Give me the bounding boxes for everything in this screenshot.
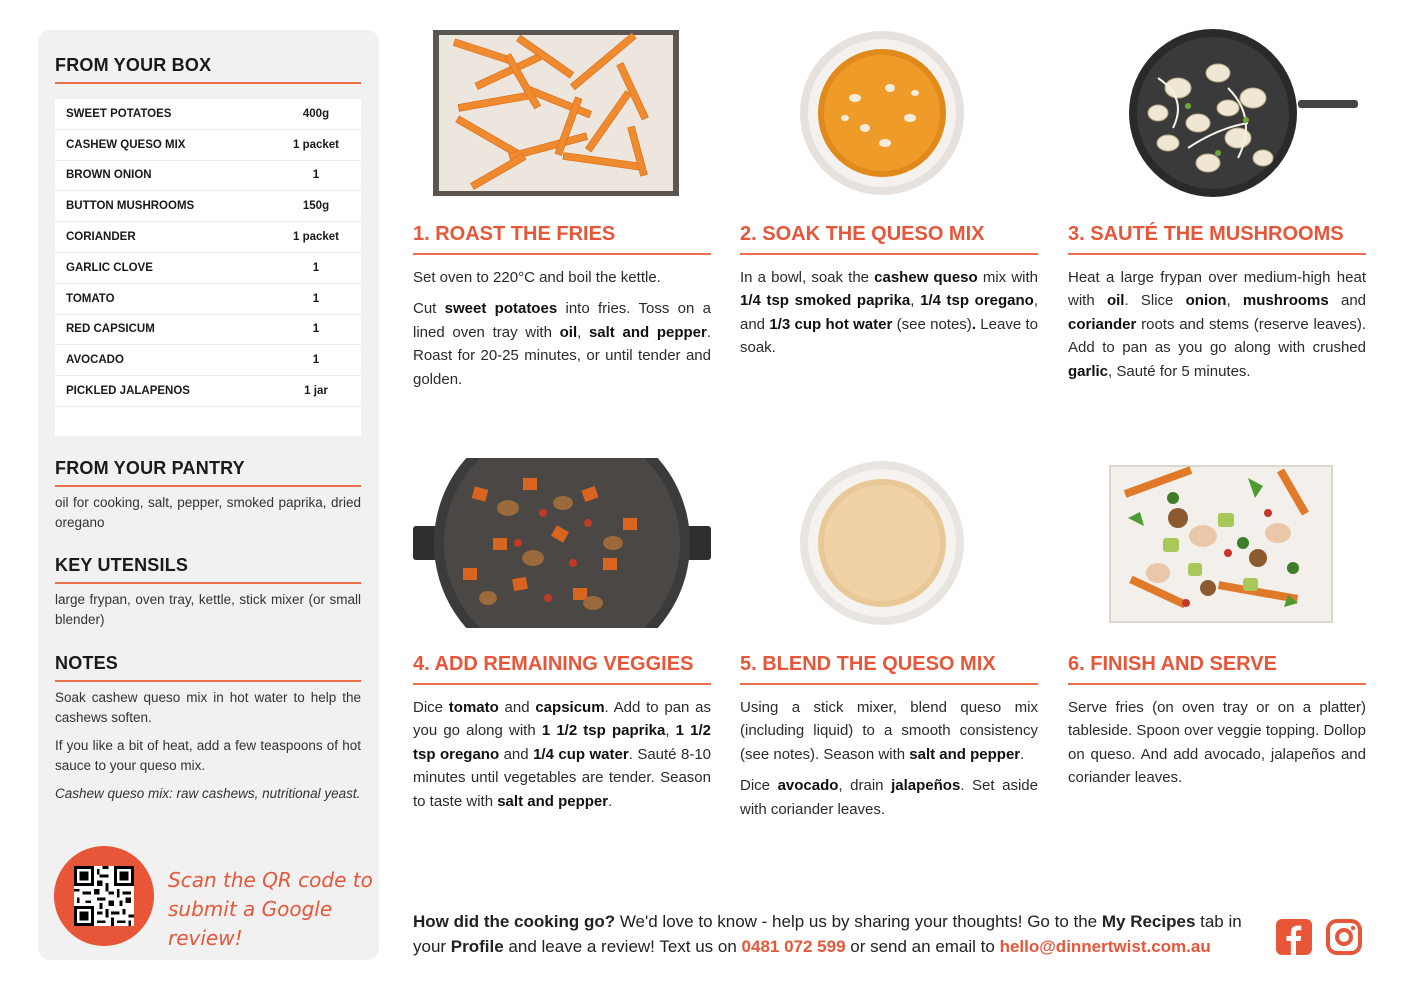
- ingredient-qty: 1: [312, 292, 320, 305]
- footer-text: We'd love to know - help us by sharing your thoughts! Go to the: [615, 912, 1102, 931]
- step-2-instructions: [740, 266, 1038, 368]
- step-6-title: 6. FINISH AND SERVE: [1068, 653, 1277, 675]
- ingredient-name: GARLIC CLOVE: [66, 261, 153, 274]
- notes-text: [55, 688, 361, 812]
- ingredient-qty: 1: [312, 354, 320, 367]
- key-utensils-title: KEY UTENSILS: [55, 555, 189, 575]
- instruction-text: In a bowl, soak the cashew queso mix with 1/4 tsp smoked paprika, 1/4 tsp oregano, and 1/3 cup hot water (see notes). Leave to soak.: [740, 269, 1038, 357]
- step-3-title: 3. SAUTÉ THE MUSHROOMS: [1068, 223, 1344, 245]
- box-ingredients-table: [55, 99, 361, 436]
- feedback-footer: [413, 909, 1263, 959]
- utensils-text: large frypan, oven tray, kettle, stick mixer (or small blender): [55, 592, 361, 627]
- step-4-instructions: [413, 696, 711, 821]
- from-your-box-title: FROM YOUR BOX: [55, 55, 212, 75]
- step-6-instructions: [1068, 696, 1366, 798]
- ingredient-name: SWEET POTATOES: [66, 107, 172, 120]
- step-4-photo: [413, 458, 711, 628]
- ingredient-name: AVOCADO: [66, 354, 124, 367]
- table-row: [55, 130, 361, 161]
- instruction-text: Dice tomato and capsicum. Add to pan as you go along with 1 1/2 tsp paprika, 1 1/2 tsp oregano and 1/4 cup water. Sauté 8-10 minutes until vegetables are tender. Season to taste with salt and pepper.: [413, 699, 711, 810]
- table-row: [55, 284, 361, 315]
- step-1-photo: [413, 28, 711, 198]
- divider: [413, 683, 711, 685]
- step-2-photo: [740, 28, 1038, 198]
- instruction-text: Using a stick mixer, blend queso mix (including liquid) to a smooth consistency (see notes). Season with salt and pepper.: [740, 699, 1038, 763]
- ingredient-name: TOMATO: [66, 292, 115, 305]
- table-row: [55, 99, 361, 130]
- instruction-text: Set oven to 220°C and boil the kettle.: [413, 269, 661, 286]
- profile-link[interactable]: Profile: [450, 937, 504, 956]
- ingredient-qty: 1: [312, 261, 320, 274]
- divider: [1068, 683, 1366, 685]
- instruction-text: Heat a large frypan over medium-high heat with oil. Slice onion, mushrooms and coriander roots and stems (reserve leaves). Add to pan as you go along with crushed garlic, Sauté for 5 minutes.: [1068, 269, 1367, 380]
- step-5-photo: [740, 458, 1038, 628]
- qr-prompt-line: Scan the QR code to: [168, 868, 373, 892]
- footer-text: and leave a review! Text us on: [503, 937, 742, 956]
- ingredient-qty: 1 packet: [292, 231, 340, 244]
- ingredient-qty: 1 jar: [304, 385, 328, 398]
- ingredients-sidebar: [38, 30, 379, 960]
- qr-code-badge[interactable]: [54, 846, 154, 946]
- note: Soak cashew queso mix in hot water to help the cashews soften.: [55, 690, 361, 725]
- qr-code-icon: [74, 866, 134, 926]
- notes-title: NOTES: [55, 653, 119, 673]
- footer-text: or send an email to: [845, 937, 1000, 956]
- table-row: [55, 315, 361, 346]
- step-5-instructions: [740, 696, 1038, 829]
- step-6-photo: [1068, 458, 1366, 628]
- table-row: [55, 222, 361, 253]
- step-4-title: 4. ADD REMAINING VEGGIES: [413, 653, 694, 675]
- ingredient-qty: 1: [312, 323, 320, 336]
- ingredient-name: PICKLED JALAPENOS: [66, 385, 190, 398]
- my-recipes-link[interactable]: My Recipes: [1101, 912, 1196, 931]
- instruction-text: Dice avocado, drain jalapeños. Set aside with coriander leaves.: [740, 777, 1038, 818]
- ingredient-name: CORIANDER: [66, 231, 136, 244]
- ingredient-qty: 150g: [302, 200, 330, 213]
- divider: [55, 82, 361, 84]
- divider: [55, 680, 361, 682]
- from-your-pantry-title: FROM YOUR PANTRY: [55, 458, 245, 478]
- divider: [740, 253, 1038, 255]
- table-row: [55, 161, 361, 192]
- table-row: [55, 345, 361, 376]
- ingredient-name: BROWN ONION: [66, 169, 152, 182]
- divider: [740, 683, 1038, 685]
- divider: [55, 485, 361, 487]
- phone-link[interactable]: 0481 072 599: [741, 937, 846, 956]
- instagram-icon[interactable]: [1325, 918, 1363, 956]
- table-row: [55, 253, 361, 284]
- table-row: [55, 191, 361, 222]
- ingredient-qty: 400g: [302, 107, 330, 120]
- step-5-title: 5. BLEND THE QUESO MIX: [740, 653, 996, 675]
- step-2-title: 2. SOAK THE QUESO MIX: [740, 223, 985, 245]
- ingredient-name: BUTTON MUSHROOMS: [66, 200, 195, 213]
- divider: [1068, 253, 1366, 255]
- ingredient-qty: 1 packet: [292, 138, 340, 151]
- step-3-instructions: [1068, 266, 1366, 391]
- step-3-photo: [1068, 28, 1366, 198]
- step-1-instructions: [413, 266, 711, 399]
- instruction-text: Serve fries (on oven tray or on a platter) tableside. Spoon over veggie topping. Dollop on queso. And add avocado, jalapeños and coriander leaves.: [1068, 699, 1366, 787]
- ingredient-name: RED CAPSICUM: [66, 323, 155, 336]
- divider: [55, 582, 361, 584]
- table-row: [55, 376, 361, 407]
- instruction-text: Cut sweet potatoes into fries. Toss on a lined oven tray with oil, salt and pepper. Roast for 20-25 minutes, or until tender and golden.: [413, 300, 711, 388]
- step-1-title: 1. ROAST THE FRIES: [413, 223, 616, 245]
- divider: [413, 253, 711, 255]
- pantry-text: oil for cooking, salt, pepper, smoked paprika, dried oregano: [55, 495, 361, 530]
- ingredient-name: CASHEW QUESO MIX: [66, 138, 186, 151]
- note-italic: Cashew queso mix: raw cashews, nutritional yeast.: [55, 786, 361, 801]
- footer-lead: How did the cooking go?: [413, 912, 616, 931]
- ingredient-qty: 1: [312, 169, 320, 182]
- qr-prompt: [168, 866, 379, 953]
- facebook-icon[interactable]: [1275, 918, 1313, 956]
- note: If you like a bit of heat, add a few teaspoons of hot sauce to your queso mix.: [55, 738, 361, 773]
- email-link[interactable]: hello@dinnertwist.com.au: [999, 937, 1211, 956]
- footer-text: tab in your: [413, 912, 1242, 956]
- qr-prompt-line: submit a Google review!: [168, 897, 333, 950]
